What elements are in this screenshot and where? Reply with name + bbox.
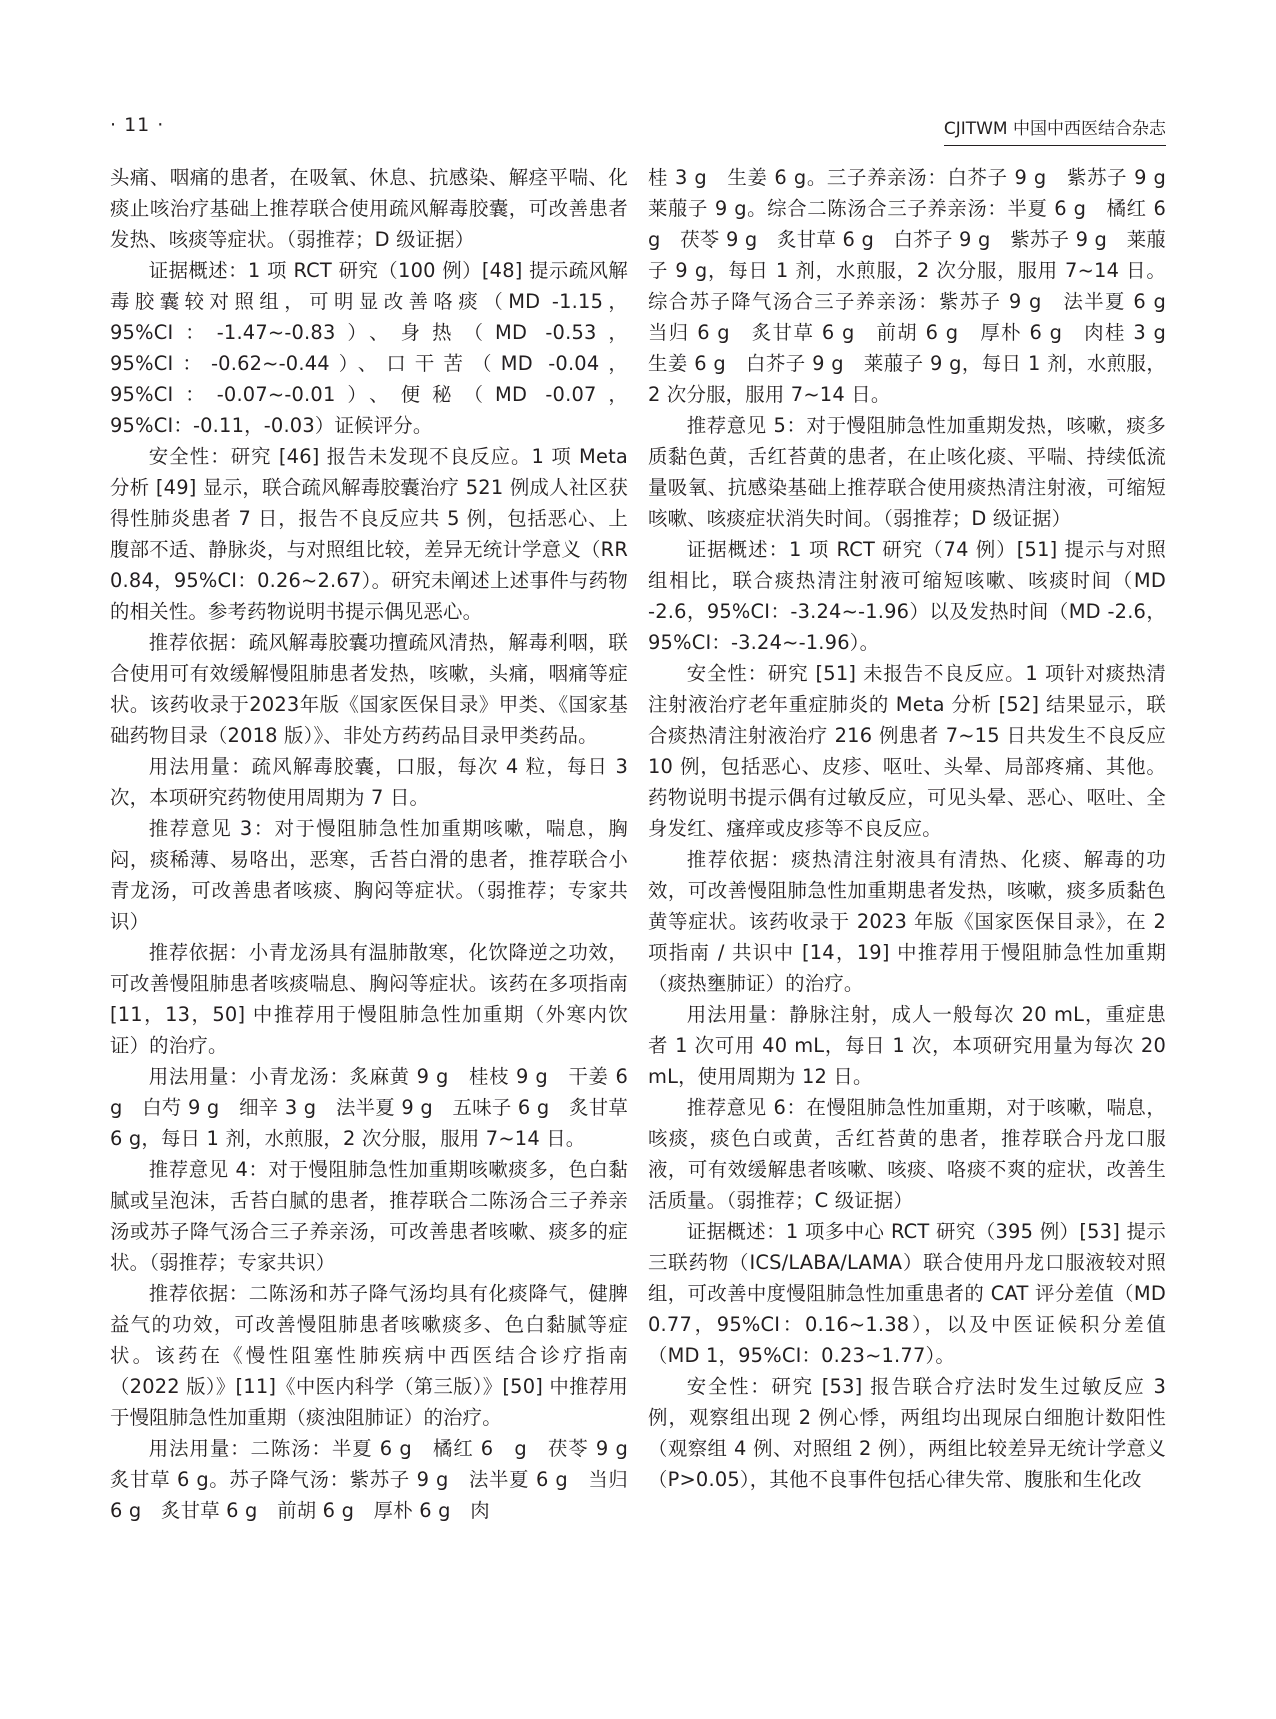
paragraph: 推荐依据：疏风解毒胶囊功擅疏风清热，解毒利咽，联合使用可有效缓解慢阻肺患者发热，咳嗽，头痛，咽痛等症状。该药收录于2023年版《国家医保目录》甲类、《国家基础药物目录（2018 版）》、非处方药药品目录甲类药品。 — [110, 631, 628, 747]
paragraph: 用法用量：疏风解毒胶囊，口服，每次 4 粒，每日 3 次，本项研究药物使用周期为 7 日。 — [110, 755, 628, 809]
paragraph: 证据概述：1 项 RCT 研究（74 例）[51] 提示与对照组相比，联合痰热清注射液可缩短咳嗽、咳痰时间（MD -2.6，95%CI：-3.24~-1.96）以及发热时间（MD -2.6，95%CI：-3.24~-1.96）。 — [648, 538, 1166, 654]
paragraph: 推荐依据：二陈汤和苏子降气汤均具有化痰降气，健脾益气的功效，可改善慢阻肺患者咳嗽痰多、色白黏腻等症状。该药在《慢性阻塞性肺疾病中西医结合诊疗指南（2022 版）》[11]《中医内科学（第三版）》[50] 中推荐用于慢阻肺急性加重期（痰浊阻肺证）的治疗。 — [110, 1282, 628, 1429]
paragraph: 证据概述：1 项 RCT 研究（100 例）[48] 提示疏风解毒胶囊较对照组，可明显改善咯痰（MD -1.15，95%CI：-1.47~-0.83）、身热（MD -0.53，95%CI：-0.62~-0.44）、口干苦（MD -0.04，95%CI：-0.07~-0.01）、便秘（MD -0.07，95%CI：-0.11，-0.03）证候评分。 — [110, 259, 628, 437]
journal-title: CJITWM 中国中西医结合杂志 — [944, 114, 1166, 146]
paragraph: 桂 3 g 生姜 6 g。三子养亲汤：白芥子 9 g 紫苏子 9 g 莱菔子 9 g。综合二陈汤合三子养亲汤：半夏 6 g 橘红 6 g 茯苓 9 g 炙甘草 6 g 白芥子 9 g 紫苏子 9 g 莱菔子 9 g，每日 1 剂，水煎服，2 次分服，服用 7~14 日。综合苏子降气汤合三子养亲汤：紫苏子 9 g 法半夏 6 g 当归 6 g 炙甘草 6 g 前胡 6 g 厚朴 6 g 肉桂 3 g 生姜 6 g 白芥子 9 g 莱菔子 9 g，每日 1 剂，水煎服，2 次分服，服用 7~14 日。 — [648, 166, 1186, 406]
paragraph: 证据概述：1 项多中心 RCT 研究（395 例）[53] 提示三联药物（ICS/LABA/LAMA）联合使用丹龙口服液较对照组，可改善中度慢阻肺急性加重患者的 CAT 评分差值（MD 0.77，95%CI：0.16~1.38），以及中医证候积分差值（MD 1，95%CI：0.23~1.77）。 — [648, 1220, 1166, 1367]
paragraph: 安全性：研究 [51] 未报告不良反应。1 项针对痰热清注射液治疗老年重症肺炎的 Meta 分析 [52] 结果显示，联合痰热清注射液治疗 216 例患者 7~15 日共发生不良反应 10 例，包括恶心、皮疹、呕吐、头晕、局部疼痛、其他。药物说明书提示偶有过敏反应，可见头晕、恶心、呕吐、全身发红、瘙痒或皮疹等不良反应。 — [648, 662, 1166, 840]
page-number: · 11 · — [110, 114, 165, 136]
paragraph: 安全性：研究 [46] 报告未发现不良反应。1 项 Meta 分析 [49] 显示，联合疏风解毒胶囊治疗 521 例成人社区获得性肺炎患者 7 日，报告不良反应共 5 例，包括恶心、上腹部不适、静脉炎，与对照组比较，差异无统计学意义（RR 0.84，95%CI：0.26~2.67）。研究未阐述上述事件与药物的相关性。参考药物说明书提示偶见恶心。 — [110, 445, 628, 623]
paragraph: 头痛、咽痛的患者，在吸氧、休息、抗感染、解痉平喘、化痰止咳治疗基础上推荐联合使用疏风解毒胶囊，可改善患者发热、咳痰等症状。（弱推荐；D 级证据） — [110, 166, 628, 251]
paragraph: 推荐意见 3：对于慢阻肺急性加重期咳嗽，喘息，胸闷，痰稀薄、易咯出，恶寒，舌苔白滑的患者，推荐联合小青龙汤，可改善患者咳痰、胸闷等症状。（弱推荐；专家共识） — [110, 817, 628, 933]
paragraph: 安全性：研究 [53] 报告联合疗法时发生过敏反应 3 例，观察组出现 2 例心悸，两组均出现尿白细胞计数阳性（观察组 4 例、对照组 2 例），两组比较差异无统计学意义（P>0.05），其他不良事件包括心律失常、腹胀和生化改 — [648, 1375, 1166, 1491]
left-column — [110, 162, 648, 1526]
paragraph: 推荐意见 6：在慢阻肺急性加重期，对于咳嗽，喘息，咳痰，痰色白或黄，舌红苔黄的患者，推荐联合丹龙口服液，可有效缓解患者咳嗽、咳痰、咯痰不爽的症状，改善生活质量。（弱推荐；C 级证据） — [648, 1096, 1166, 1212]
paragraph: 推荐依据：小青龙汤具有温肺散寒，化饮降逆之功效，可改善慢阻肺患者咳痰喘息、胸闷等症状。该药在多项指南 [11，13，50] 中推荐用于慢阻肺急性加重期（外寒内饮证）的治疗。 — [110, 941, 628, 1057]
page-header — [110, 114, 1166, 144]
right-column — [648, 162, 1186, 1495]
paragraph: 推荐依据：痰热清注射液具有清热、化痰、解毒的功效，可改善慢阻肺急性加重期患者发热，咳嗽，痰多质黏色黄等症状。该药收录于 2023 年版《国家医保目录》，在 2 项指南 / 共识中 [14，19] 中推荐用于慢阻肺急性加重期（痰热壅肺证）的治疗。 — [648, 848, 1166, 995]
paragraph: 用法用量：静脉注射，成人一般每次 20 mL，重症患者 1 次可用 40 mL，每日 1 次，本项研究用量为每次 20 mL，使用周期为 12 日。 — [648, 1003, 1166, 1088]
paragraph: 用法用量：二陈汤：半夏 6 g 橘红 6 g 茯苓 9 g 炙甘草 6 g。苏子降气汤：紫苏子 9 g 法半夏 6 g 当归 6 g 炙甘草 6 g 前胡 6 g 厚朴 6 g 肉 — [110, 1437, 648, 1522]
paragraph: 用法用量：小青龙汤：炙麻黄 9 g 桂枝 9 g 干姜 6 g 白芍 9 g 细辛 3 g 法半夏 9 g 五味子 6 g 炙甘草 6 g，每日 1 剂，水煎服，2 次分服，服用 7~14 日。 — [110, 1065, 628, 1150]
paragraph: 推荐意见 4：对于慢阻肺急性加重期咳嗽痰多，色白黏腻或呈泡沫，舌苔白腻的患者，推荐联合二陈汤合三子养亲汤或苏子降气汤合三子养亲汤，可改善患者咳嗽、痰多的症状。（弱推荐；专家共识） — [110, 1158, 628, 1274]
paragraph: 推荐意见 5：对于慢阻肺急性加重期发热，咳嗽，痰多质黏色黄，舌红苔黄的患者，在止咳化痰、平喘、持续低流量吸氧、抗感染基础上推荐联合使用痰热清注射液，可缩短咳嗽、咳痰症状消失时间。（弱推荐；D 级证据） — [648, 414, 1166, 530]
